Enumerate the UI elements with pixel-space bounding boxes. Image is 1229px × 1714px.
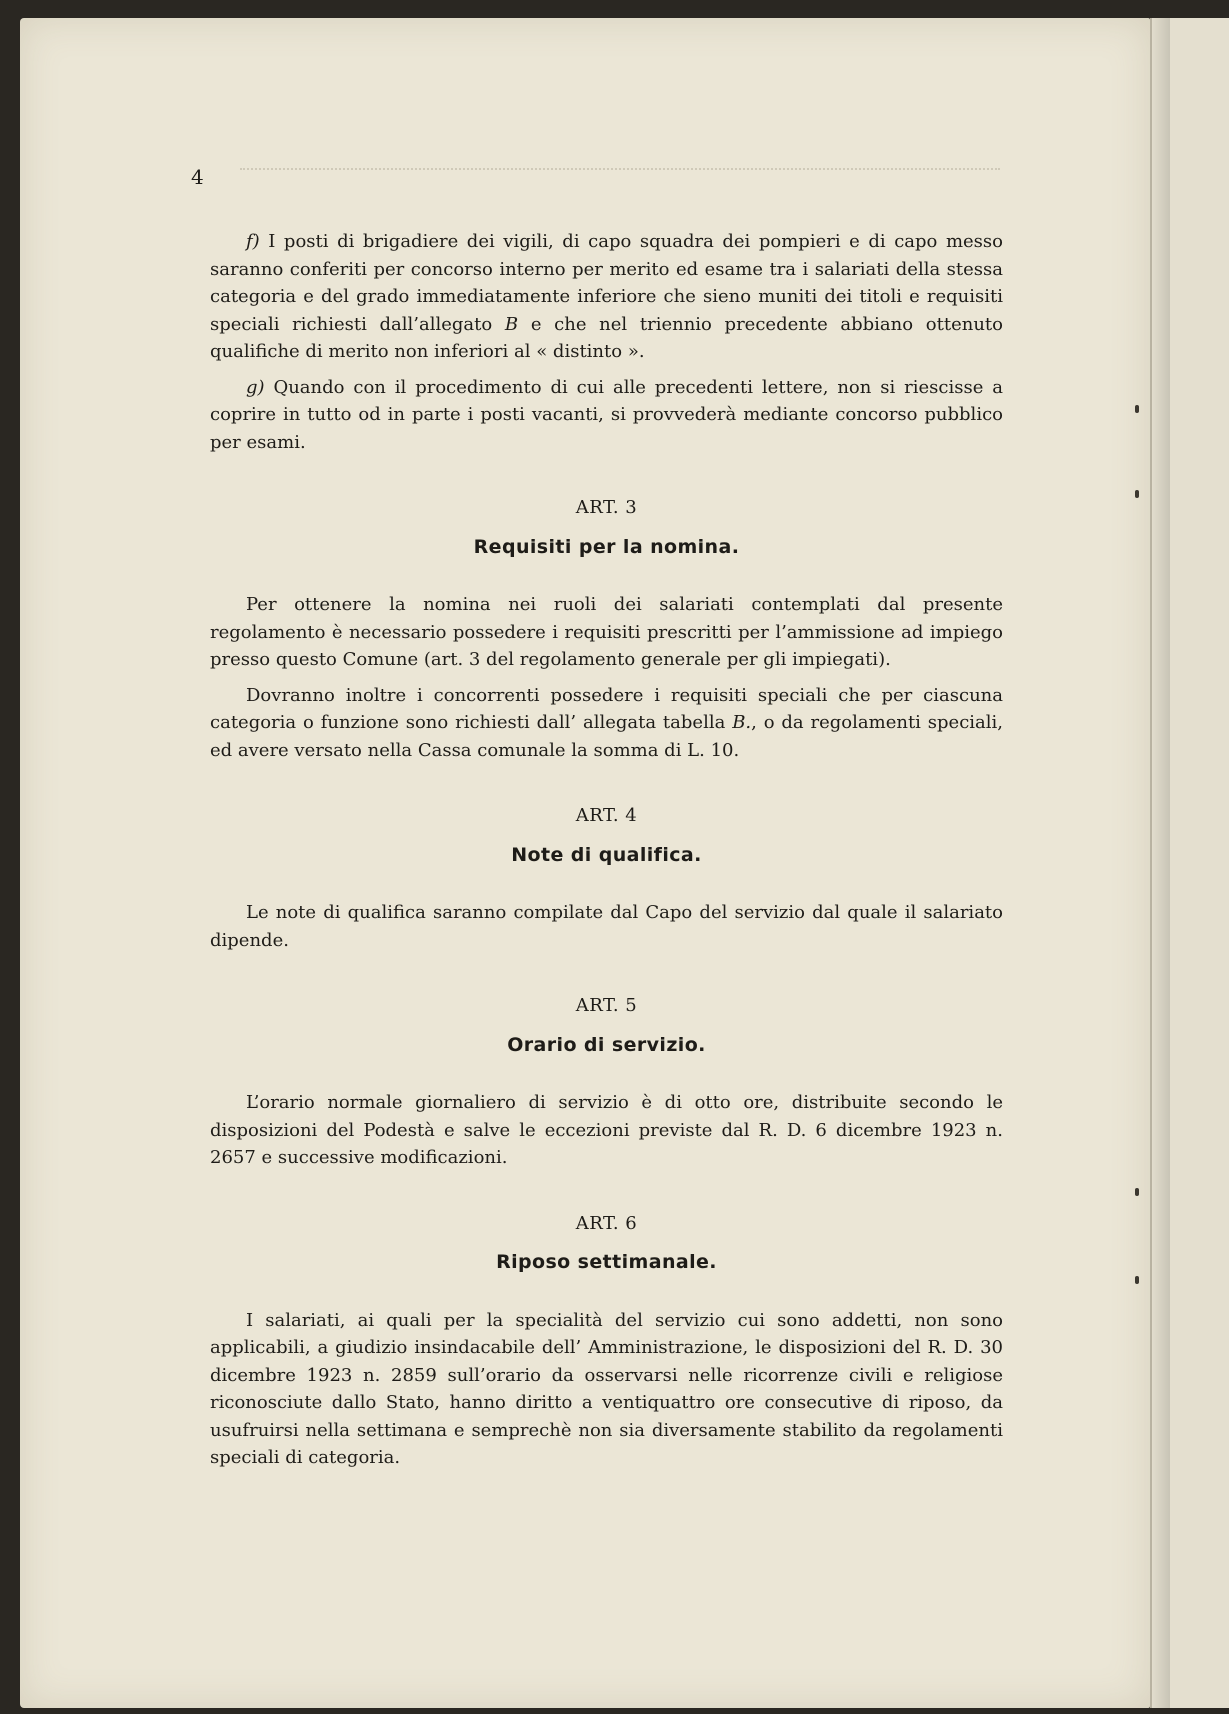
document-body xyxy=(210,228,1003,1480)
paragraph-f-end: e che nel triennio precedente abbiano ottenuto qualifiche di merito non inferiori al « distinto ». xyxy=(210,313,1003,362)
art3-p2-end: , o da regolamenti speciali, ed avere versato nella Cassa comunale la somma di L. 10. xyxy=(210,712,1004,761)
art6-title: Riposo settimanale. xyxy=(496,1251,717,1273)
art6-paragraph-1: I salariati, ai quali per la specialità del servizio cui sono addetti, non sono applicabili, a giudizio insindacabile dell’ Amministrazione, le disposizioni del R. D. 30 dicembre 1923 n. 2859 sull’orario da osservarsi nelle ricorrenze civili e religiose riconosciute dallo Stato, hanno diritto a ventiquattro ore consecutive di riposo, da usufruirsi nella settimana e semprechè non sia diversamente stabilito da regolamenti speciali di categoria. xyxy=(210,1309,1003,1468)
art4-title: Note di qualifica. xyxy=(511,843,702,866)
art4-label: ART. 4 xyxy=(575,805,638,826)
tabella-letter: B. xyxy=(732,712,752,733)
header-dotted-rule xyxy=(240,168,1000,170)
art4-paragraph-1: Le note di qualifica saranno compilate dal Capo del servizio dal quale il salariato dipende. xyxy=(210,902,1003,951)
art3-title: Requisiti per la nomina. xyxy=(473,535,740,558)
paragraph-f-text: I posti di brigadiere dei vigili, di capo squadra dei pompieri e di capo messo saranno conferiti per concorso interno per merito ed esame tra i salariati della stessa categoria e del grado immediatamente inferiore che sieno muniti dei titoli e requisiti speciali richiesti dall’allegato xyxy=(210,231,1003,335)
art6-label: ART. 6 xyxy=(575,1212,638,1234)
page-number: 4 xyxy=(191,165,204,189)
art5-paragraph-1: L’orario normale giornaliero di servizio è di otto ore, distribuite secondo le disposizioni del Podestà e salve le eccezioni previste dal R. D. 6 dicembre 1923 n. 2657 e successive modificazioni. xyxy=(210,1092,1003,1168)
binding-mark xyxy=(1135,1188,1139,1196)
binding-mark xyxy=(1135,490,1139,498)
item-letter-g: g) xyxy=(246,376,265,398)
art5-label: ART. 5 xyxy=(575,995,638,1016)
binding-mark xyxy=(1135,1276,1139,1284)
paragraph-g-text: Quando con il procedimento di cui alle precedenti lettere, non si riescisse a coprire in tutto od in parte i posti vacanti, si provvederà mediante concorso pubblico per esami. xyxy=(210,376,1003,453)
art3-paragraph-2 xyxy=(210,682,1003,765)
page-edge-shade xyxy=(1150,18,1170,1708)
item-letter-f: f) xyxy=(246,231,260,252)
binding-mark xyxy=(1135,405,1139,413)
paragraph-f xyxy=(210,228,1003,366)
art5-title: Orario di servizio. xyxy=(507,1033,706,1056)
art3-p2-start: Dovranno inoltre i concorrenti possedere i requisiti speciali che per ciascuna categoria o funzione sono richiesti dall’ allegata tabella xyxy=(210,684,1003,733)
art3-paragraph-1: Per ottenere la nomina nei ruoli dei salariati contemplati dal presente regolamento è necessario possedere i requisiti prescritti per l’ammissione ad impiego presso questo Comune (art. 3 del regolamento generale per gli impiegati). xyxy=(210,594,1003,670)
allegato-letter: B xyxy=(504,313,519,335)
paragraph-g xyxy=(210,374,1003,457)
art3-label: ART. 3 xyxy=(575,497,638,518)
